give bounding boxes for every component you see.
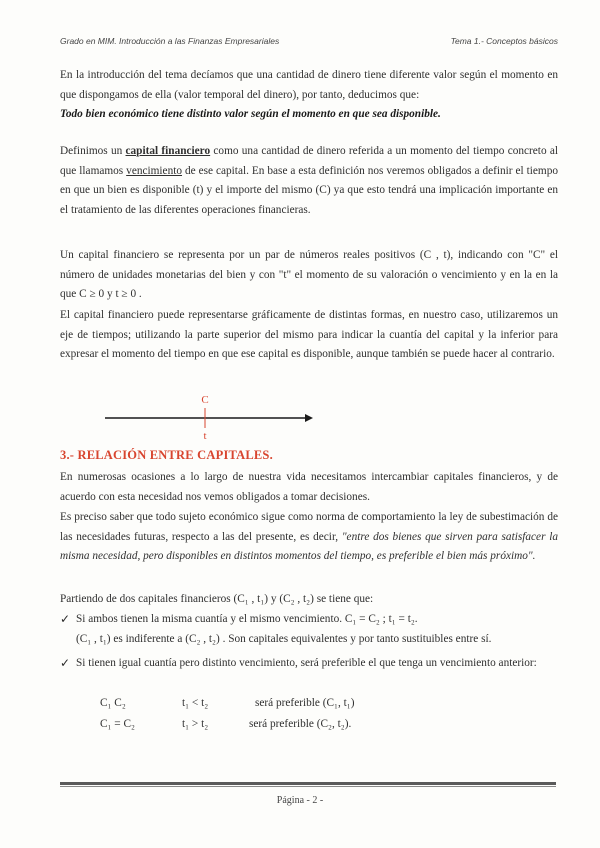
def-term2: vencimiento [126,164,183,177]
paragraph-law [60,508,558,567]
law-quote: "entre dos bienes que sirven para satisfacer la misma necesidad, pero disponibles en distintos momentos del tiempo, es preferible el bien más próximo". [60,530,558,562]
row-2-b: t₁ > t₂ [182,718,209,730]
row-1-a: C₁ C₂ [100,697,126,709]
header-left: Grado en MIM. Introducción a las Finanzas Empresariales [60,36,280,46]
paragraph-representation: Un capital financiero se representa por un par de números reales positivos (C , t), indicando con "C" el número de unidades monetarias del bien y con "t" el momento de su valoración o vencimiento y en la en la que C ≥ 0 y t ≥ 0 . [60,249,558,300]
intro-text: En la introducción del tema decíamos que una cantidad de dinero tiene diferente valor según el momento en que dispongamos de ella (valor temporal del dinero), por tanto, deducimos que: [60,69,558,101]
item-equal-line2: (C₁ , t₁) es indiferente a (C₂ , t₂) . Son capitales equivalentes y por tanto sustituibles entre sí. [76,632,492,645]
def-mid: como una cantidad de dinero referida a un momento del tiempo concreto al que llamamos [60,145,559,177]
check-icon: ✓ [60,612,71,626]
def-pre: Definimos un [60,145,123,157]
intro-emphasis: Todo bien económico tiene distinto valor según el momento en que sea disponible. [60,108,441,120]
axis-top-label: C [201,394,209,406]
axis-arrowhead [305,414,313,422]
item-different: Si tienen igual cuantía pero distinto vencimiento, será preferible el que tenga un vencimiento anterior: [76,657,537,669]
item-equal-line1: Si ambos tienen la misma cuantía y el mismo vencimiento. C₁ = C₂ ; t₁ = t₂. [76,613,418,625]
row-1-c: será preferible (C₁, t₁) [255,697,355,709]
paragraph-graphic: El capital financiero puede representarse gráficamente de distintas formas, en nuestro caso, utilizaremos un eje de tiempos; utilizando la parte superior del mismo para indicar la cuantía del capital y la inferior para expresar el momento del tiempo en que ese capital es disponible, aunque también se puede hacer al contrario. [60,309,558,360]
paragraph-intro [60,66,558,125]
check-icon: ✓ [60,656,71,670]
paragraph-exchange: En numerosas ocasiones a lo largo de nuestra vida necesitamos intercambiar capitales financieros, y de acuerdo con esta necesidad nos vemos obligados a tomar decisiones. [60,471,558,503]
page-number: Página - 2 - [276,795,324,806]
paragraph-definition [60,142,558,220]
row-1-b: t₁ < t₂ [182,697,209,709]
def-post: de ese capital. En base a esta definición nos veremos obligados a definir el tiempo en que un bien es disponible (t) y el importe del mismo (C) ya que esto tendrá una implicación importante en el tratamiento de las diferentes operaciones financieras. [60,164,559,216]
item-equal [76,610,558,649]
def-term: capital financiero [125,145,211,157]
axis-bottom-label: t [203,430,207,442]
footer-rule-thin [60,786,556,787]
paragraph-two-capitals: Partiendo de dos capitales financieros (C₁ , t₁) y (C₂ , t₂) se tiene que: [60,593,374,605]
row-2-c: será preferible (C₂, t₂). [249,718,352,730]
law-text: Es preciso saber que todo sujeto económico sigue como norma de comportamiento la ley de subestimación de las necesidades futuras, respecto a las del presente, es decir, [60,511,558,543]
row-2-a: C₁ = C₂ [100,718,135,730]
time-axis [100,392,320,442]
header-right: Tema 1.- Conceptos básicos [450,36,558,46]
footer-rule [60,782,556,785]
section-title: 3.- RELACIÓN ENTRE CAPITALES. [60,448,273,462]
